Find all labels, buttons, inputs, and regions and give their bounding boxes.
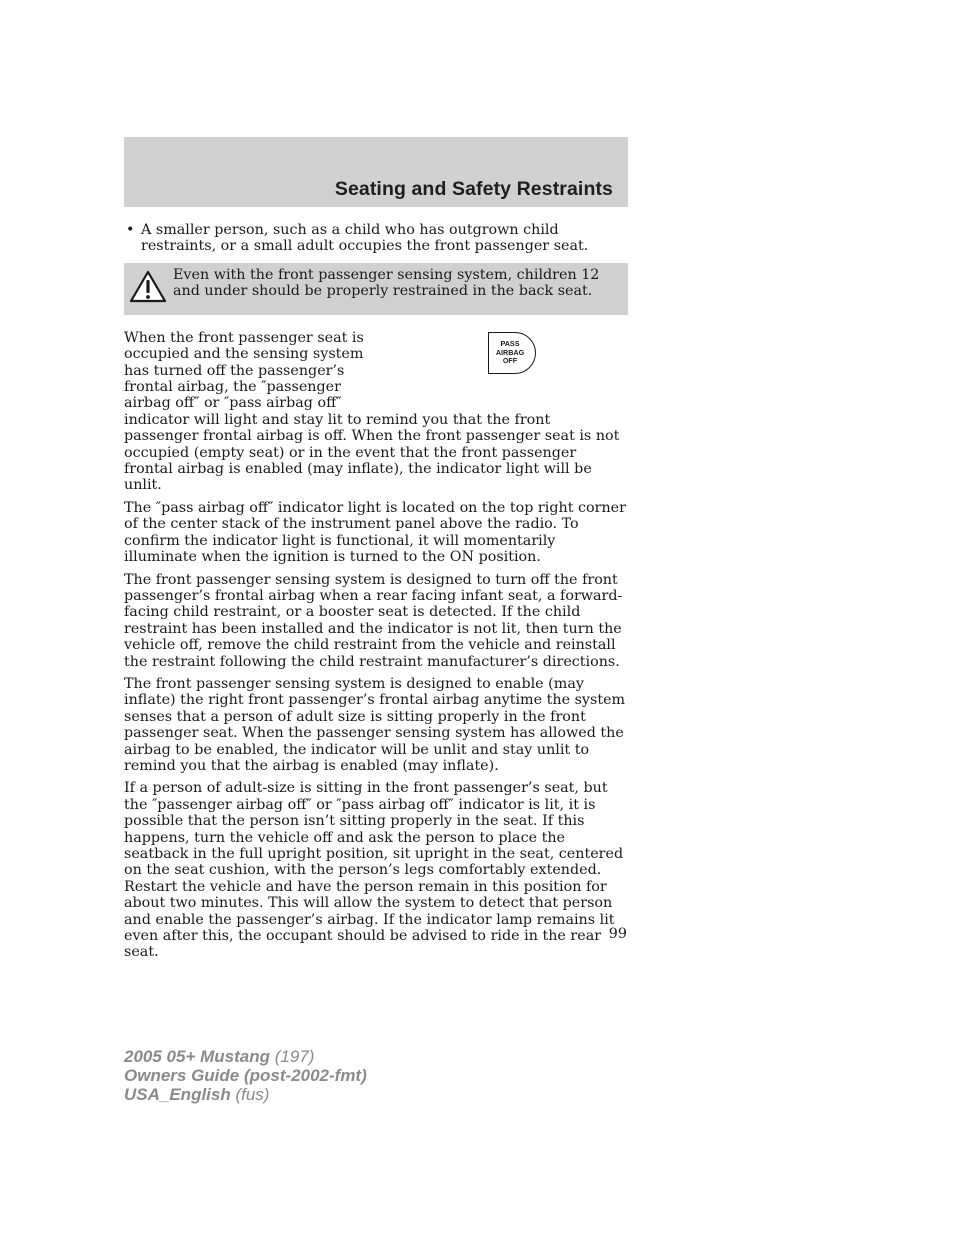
paragraph: If a person of adult-size is sitting in the front passenger’s seat, but the ″passenger airbag off″ or ″pass airbag off″ indicator is lit, it is possible that the person isn’t sitting properly in the seat. If this happens, turn the vehicle off and ask the person to place the seatback in the full upright position, sit upright in the seat, centered on the seat cushion, with the person’s legs comfortably extended. Restart the vehicle and have the person remain in this position for about two minutes. This will allow the system to detect that person and enable the passenger’s airbag. If the indicator lamp remains lit even after this, the occupant should be advised to ride in the rear seat. (124, 780, 624, 961)
paragraph: The front passenger sensing system is designed to turn off the front passenger’s frontal airbag when a rear facing infant seat, a forward-facing child restraint, or a booster seat is detected. If the child restraint has been installed and the indicator is not lit, then turn the vehicle off, remove the child restraint from the vehicle and reinstall the restraint following the child restraint manufacturer’s directions. (124, 571, 623, 670)
bullet-text: A smaller person, such as a child who has outgrown child restraints, or a small adult occupies the front passenger seat. (141, 222, 589, 255)
footer-line (124, 1066, 367, 1085)
indicator-line: AIRBAG (495, 347, 525, 357)
indicator-figure (374, 330, 628, 402)
footer-guide: Owners Guide (post-2002-fmt) (124, 1066, 367, 1085)
indicator-line: PASS (500, 338, 520, 348)
bullet-dot: • (126, 222, 135, 238)
paragraph (124, 330, 628, 494)
page-number: 99 (608, 926, 627, 942)
warning-box (124, 263, 628, 315)
footer-language: USA_English (124, 1085, 231, 1104)
warning-triangle-icon (128, 269, 168, 307)
document-footer (124, 1047, 367, 1104)
bullet-item (124, 222, 628, 255)
footer-line (124, 1047, 367, 1066)
page-content (124, 222, 628, 967)
footer-language-code: (fus) (230, 1085, 270, 1104)
pass-airbag-off-indicator-icon (488, 332, 536, 374)
paragraph: The ″pass airbag off″ indicator light is located on the top right corner of the center stack of the instrument panel above the radio. To confirm the indicator light is functional, it will momentarily illuminate when the ignition is turned to the ON position. (124, 499, 626, 566)
section-title: Seating and Safety Restraints (334, 178, 613, 200)
warning-text: Even with the front passenger sensing system, children 12 and under should be properly restrained in the back seat. (173, 266, 600, 300)
section-header-band (124, 137, 628, 207)
footer-model-code: (197) (270, 1047, 315, 1066)
indicator-line: OFF (502, 356, 518, 366)
paragraph-text: When the front passenger seat is occupied and the sensing system has turned off the passenger’s frontal airbag, the ″passenger airbag off″ or ″pass airbag off″ indicator will light and stay lit to remind you that the front passenger frontal airbag is off. When the front passenger seat is not occupied (empty seat) or in the event that the front passenger frontal airbag is enabled (may inflate), the indicator light will be unlit. (124, 329, 620, 494)
paragraph: The front passenger sensing system is designed to enable (may inflate) the right front passenger’s frontal airbag anytime the system senses that a person of adult size is sitting properly in the front passenger seat. When the passenger sensing system has allowed the airbag to be enabled, the indicator will be unlit and stay unlit to remind you that the airbag is enabled (may inflate). (124, 675, 626, 774)
footer-model: 2005 05+ Mustang (124, 1047, 270, 1066)
footer-line (124, 1085, 367, 1104)
